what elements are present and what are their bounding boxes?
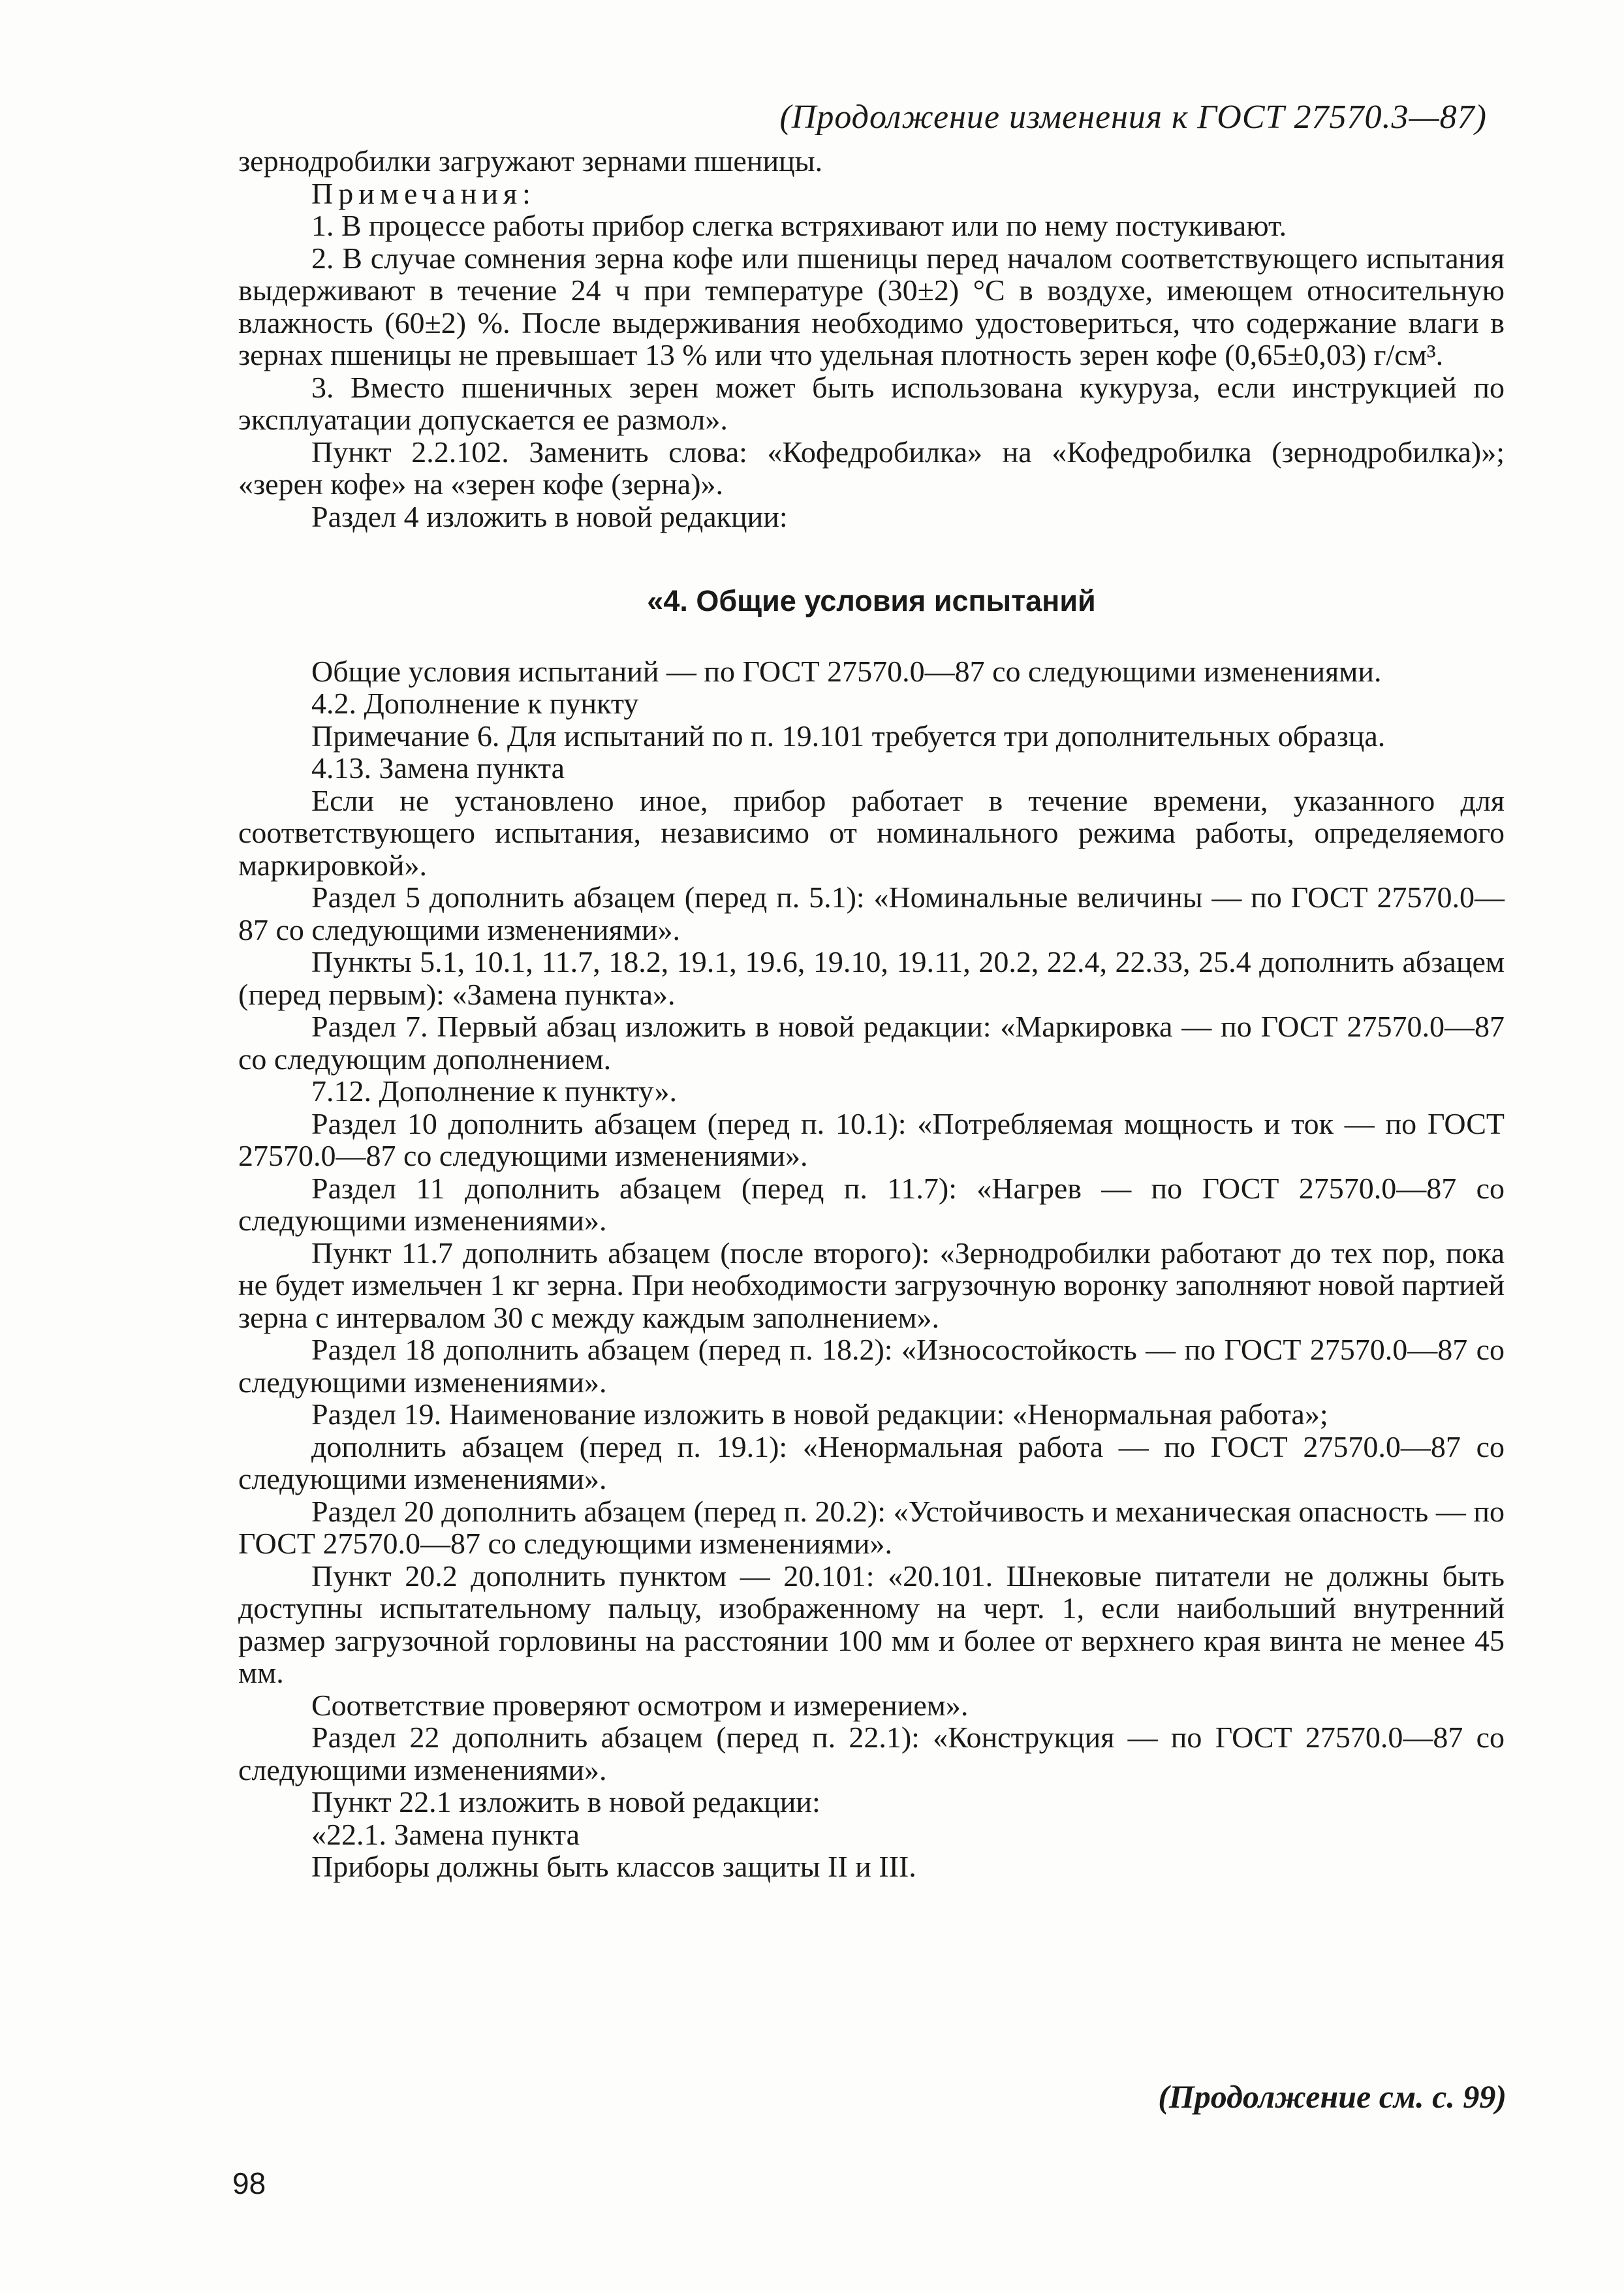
paragraph: Пункт 11.7 дополнить абзацем (после второго): «Зернодробилки работают до тех пор, пока не будет измельчен 1 кг зерна. При необходимости загрузочную воронку заполняют новой партией зерна с интервалом 30 с между каждым заполнением». — [238, 1236, 1505, 1334]
paragraph: дополнить абзацем (перед п. 19.1): «Ненормальная работа — по ГОСТ 27570.0—87 со следующими изменениями». — [238, 1429, 1505, 1495]
paragraph: Общие условия испытаний — по ГОСТ 27570.0—87 со следующими изменениями. — [311, 654, 1382, 688]
paragraph: Пункты 5.1, 10.1, 11.7, 18.2, 19.1, 19.6, 19.10, 19.11, 20.2, 22.4, 22.33, 25.4 дополнить абзацем (перед первым): «Замена пункта». — [238, 945, 1505, 1011]
continuation-header: (Продолжение изменения к ГОСТ 27570.3—87) — [779, 99, 1487, 136]
paragraph: 4.13. Замена пункта — [311, 751, 565, 785]
paragraph: Раздел 20 дополнить абзацем (перед п. 20.2): «Устойчивость и механическая опасность — по ГОСТ 27570.0—87 со следующими изменениями». — [238, 1494, 1505, 1560]
paragraph: Раздел 19. Наименование изложить в новой редакции: «Ненормальная работа»; — [311, 1397, 1328, 1431]
paragraph: Пункт 20.2 дополнить пунктом — 20.101: «20.101. Шнековые питатели не должны быть доступны испытательному пальцу, изображенному на черт. 1, если наибольший внутренний размер загрузочной горловины на расстоянии 100 мм и более от верхнего края винта не менее 45 мм. — [238, 1559, 1505, 1689]
paragraph: Раздел 18 дополнить абзацем (перед п. 18.2): «Износостойкость — по ГОСТ 27570.0—87 со следующими изменениями». — [238, 1333, 1505, 1399]
paragraph: Раздел 11 дополнить абзацем (перед п. 11.7): «Нагрев — по ГОСТ 27570.0—87 со следующими изменениями». — [238, 1171, 1505, 1237]
note-1: 1. В процессе работы прибор слегка встряхивают или по нему постукивают. — [311, 209, 1287, 242]
paragraph: Приборы должны быть классов защиты II и III. — [311, 1850, 916, 1883]
document-body — [238, 145, 1505, 1883]
paragraph: Раздел 22 дополнить абзацем (перед п. 22.1): «Конструкция — по ГОСТ 27570.0—87 со следующими изменениями». — [238, 1721, 1505, 1786]
paragraph: Раздел 5 дополнить абзацем (перед п. 5.1): «Номинальные величины — по ГОСТ 27570.0—87 со следующими изменениями». — [238, 881, 1505, 946]
paragraph: Пункт 22.1 изложить в новой редакции: — [311, 1785, 820, 1818]
paragraph: Соответствие проверяют осмотром и измерением». — [311, 1688, 969, 1722]
paragraph: «22.1. Замена пункта — [311, 1817, 580, 1851]
continuation-footer: (Продолжение см. с. 99) — [1158, 2078, 1507, 2115]
notes-label: Примечания: — [311, 176, 536, 210]
paragraph: Если не установлено иное, прибор работает в течение времени, указанного для соответствующего испытания, независимо от номинального режима работы, определяемого маркировкой». — [238, 783, 1505, 882]
paragraph: Раздел 7. Первый абзац изложить в новой редакции: «Маркировка — по ГОСТ 27570.0—87 со следующим дополнением. — [238, 1010, 1505, 1076]
section-heading: «4. Общие условия испытаний — [647, 584, 1096, 617]
note-3: 3. Вместо пшеничных зерен может быть использована кукуруза, если инструкцией по эксплуатации допускается ее размол». — [238, 370, 1505, 436]
paragraph: Раздел 4 изложить в новой редакции: — [311, 499, 788, 533]
page-number: 98 — [232, 2166, 266, 2200]
paragraph: 4.2. Дополнение к пункту — [311, 687, 639, 720]
paragraph: Раздел 10 дополнить абзацем (перед п. 10.1): «Потребляемая мощность и ток — по ГОСТ 27570.0—87 со следующими изменениями». — [238, 1106, 1505, 1172]
paragraph: 7.12. Дополнение к пункту». — [311, 1074, 677, 1108]
note-2: 2. В случае сомнения зерна кофе или пшеницы перед началом соответствующего испытания выдерживают в течение 24 ч при температуре (30±2) °С в воздухе, имеющем относительную влажность (60±2) %. После выдерживания необходимо удостовериться, что содержание влаги в зернах пшеницы не превышает 13 % или что удельная плотность зерен кофе (0,65±0,03) г/см³. — [238, 241, 1505, 371]
paragraph: Примечание 6. Для испытаний по п. 19.101 требуется три дополнительных образца. — [311, 719, 1386, 753]
paragraph: зернодробилки загружают зернами пшеницы. — [238, 144, 823, 178]
paragraph: Пункт 2.2.102. Заменить слова: «Кофедробилка» на «Кофедробилка (зернодробилка)»; «зерен кофе» на «зерен кофе (зерна)». — [238, 435, 1505, 501]
